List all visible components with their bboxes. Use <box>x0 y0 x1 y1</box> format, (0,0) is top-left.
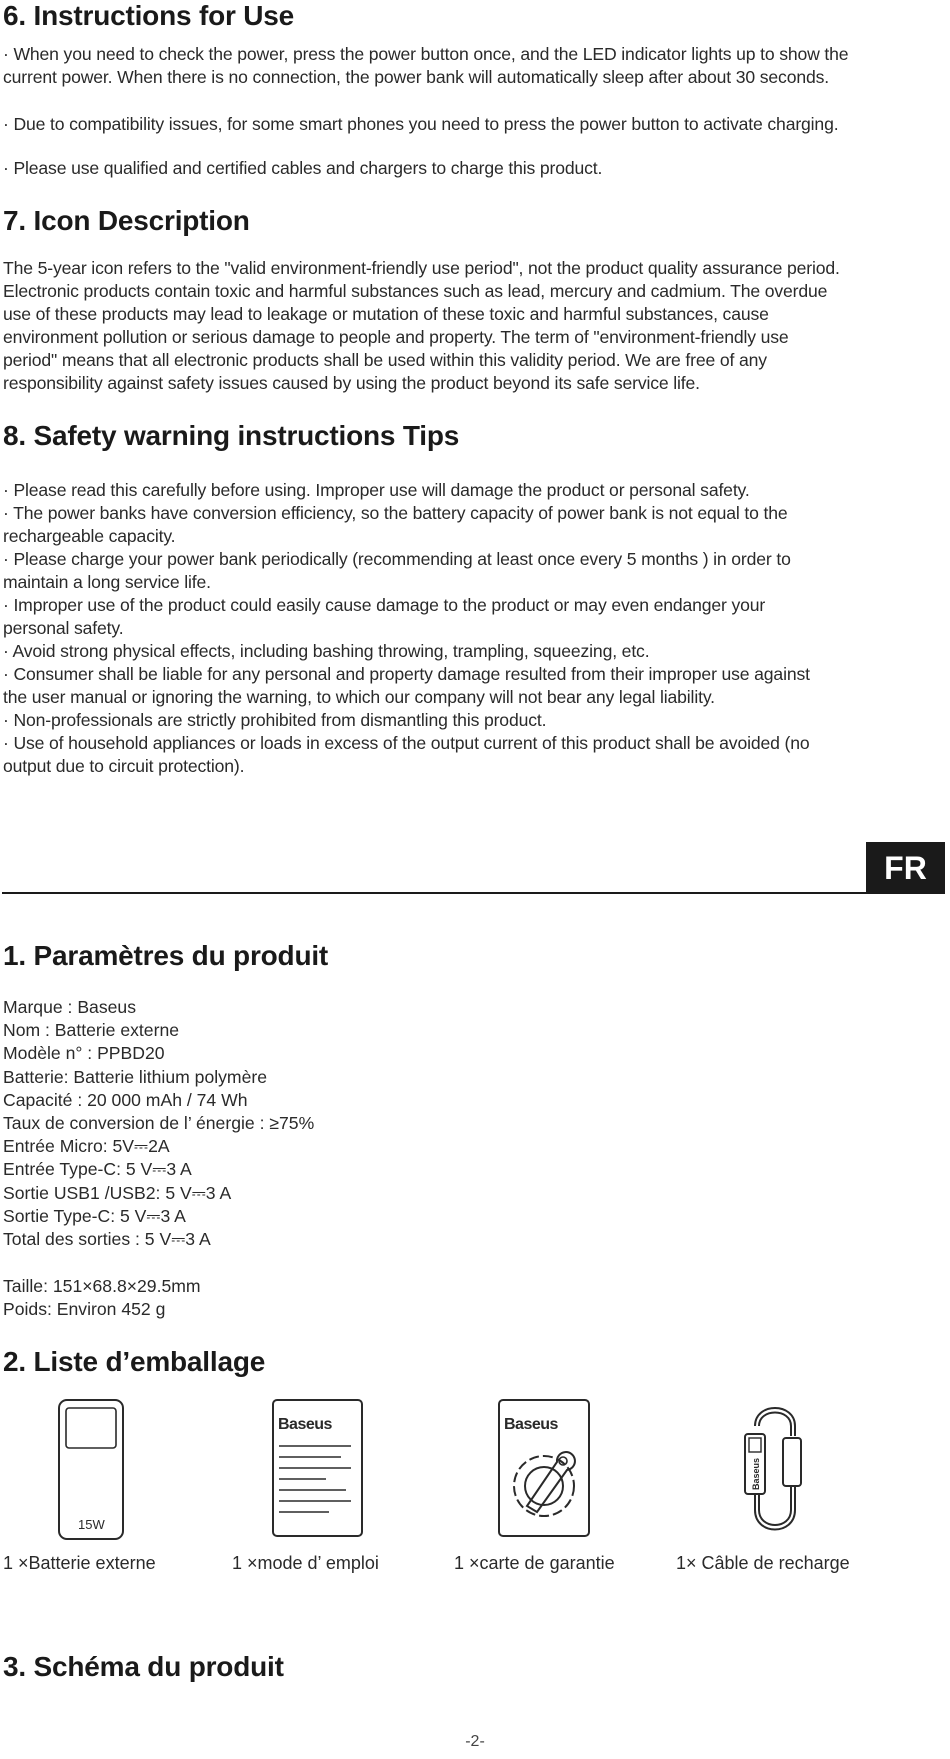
text-line: use of these products may lead to leakage or mutation of these toxic and harmful substances, cause <box>3 304 769 324</box>
text-line: maintain a long service life. <box>3 572 211 592</box>
section-7-heading: 7. Icon Description <box>3 205 250 236</box>
package-item-label: 1 ×mode d’ emploi <box>232 1553 379 1573</box>
package-item-label: 1 ×carte de garantie <box>454 1553 615 1573</box>
page-number: -2- <box>465 1733 485 1750</box>
text-line: responsibility against safety issues caused by using the product beyond its safe service life. <box>3 373 700 393</box>
capacity-mark: 15W <box>78 1517 105 1532</box>
text-line: · Non-professionals are strictly prohibited from dismantling this product. <box>3 710 547 730</box>
text-line: period" means that all electronic products shall be used within this validity period. We are free of any <box>3 350 767 370</box>
spec-list <box>3 996 314 1251</box>
text-line: the user manual or ignoring the warning, to which our company will not bear any legal liability. <box>3 687 715 707</box>
text-line: · When you need to check the power, press the power button once, and the LED indicator lights up to show the <box>3 44 849 64</box>
spec-item: Capacité : 20 000 mAh / 74 Wh <box>3 1089 248 1110</box>
dimension-list <box>3 1275 201 1321</box>
cable-brand: Baseus <box>751 1457 761 1490</box>
spec-item: Nom : Batterie externe <box>3 1020 180 1041</box>
section-6-paragraph-3 <box>3 157 602 180</box>
text-line: The 5-year icon refers to the "valid environment-friendly use period", not the product quality assurance period. <box>3 258 840 278</box>
spec-item: Modèle n° : PPBD20 <box>3 1043 165 1064</box>
spec-item: Taux de conversion de l’ énergie : ≥75% <box>3 1113 315 1134</box>
section-7-body <box>3 257 840 395</box>
language-divider <box>2 892 945 894</box>
power-bank-icon <box>56 1398 126 1541</box>
text-line: · Due to compatibility issues, for some smart phones you need to press the power button to activate charging. <box>3 114 839 134</box>
fr-section-3-heading: 3. Schéma du produit <box>3 1651 284 1682</box>
spec-item: Batterie: Batterie lithium polymère <box>3 1066 268 1087</box>
spec-item: Total des sorties : 5 V⎓3 A <box>3 1229 211 1250</box>
warranty-brand: Baseus <box>504 1416 558 1433</box>
text-line: · Use of household appliances or loads in excess of the output current of this product shall be avoided (no <box>3 733 810 753</box>
spec-item: Taille: 151×68.8×29.5mm <box>3 1276 201 1296</box>
warranty-card-icon <box>497 1398 591 1538</box>
text-line: · Please use qualified and certified cables and chargers to charge this product. <box>3 158 603 178</box>
text-line: environment pollution or serious damage to people and property. The term of "environment-friendly use <box>3 327 789 347</box>
section-6-heading: 6. Instructions for Use <box>3 0 295 31</box>
section-6-paragraph-2 <box>3 113 838 136</box>
fr-section-2-heading: 2. Liste d’emballage <box>3 1346 266 1377</box>
text-line: · Please read this carefully before using. Improper use will damage the product or personal safety. <box>3 480 750 500</box>
manual-brand: Baseus <box>278 1416 332 1433</box>
manual-icon <box>271 1398 364 1538</box>
text-line: Electronic products contain toxic and harmful substances such as lead, mercury and cadmium. The overdue <box>3 281 828 301</box>
language-badge: FR <box>866 842 945 894</box>
text-line: · Avoid strong physical effects, including bashing throwing, trampling, squeezing, etc. <box>3 641 650 661</box>
section-8-heading: 8. Safety warning instructions Tips <box>3 420 460 451</box>
spec-item: Sortie USB1 /USB2: 5 V⎓3 A <box>3 1182 232 1203</box>
text-line: current power. When there is no connection, the power bank will automatically sleep after about 30 seconds. <box>3 67 829 87</box>
package-item-label: 1× Câble de recharge <box>676 1553 850 1573</box>
text-line: output due to circuit protection). <box>3 756 245 776</box>
section-6-paragraph-1 <box>3 43 848 89</box>
fr-section-1-heading: 1. Paramètres du produit <box>3 940 329 971</box>
charging-cable-icon <box>733 1398 813 1540</box>
section-8-body <box>3 479 810 778</box>
spec-item: Entrée Micro: 5V⎓2A <box>3 1136 170 1157</box>
text-line: · Please charge your power bank periodically (recommending at least once every 5 months ) in order to <box>3 549 791 569</box>
text-line: rechargeable capacity. <box>3 526 176 546</box>
spec-item: Sortie Type-C: 5 V⎓3 A <box>3 1205 186 1226</box>
package-item-label: 1 ×Batterie externe <box>3 1553 156 1573</box>
text-line: · Improper use of the product could easily cause damage to the product or may even endanger your <box>3 595 766 615</box>
spec-item: Marque : Baseus <box>3 997 137 1017</box>
text-line: · Consumer shall be liable for any personal and property damage resulted from their improper use against <box>3 664 810 684</box>
spec-item: Entrée Type-C: 5 V⎓3 A <box>3 1159 192 1180</box>
text-line: personal safety. <box>3 618 124 638</box>
text-line: · The power banks have conversion efficiency, so the battery capacity of power bank is not equal to the <box>3 503 788 523</box>
spec-item: Poids: Environ 452 g <box>3 1299 166 1320</box>
